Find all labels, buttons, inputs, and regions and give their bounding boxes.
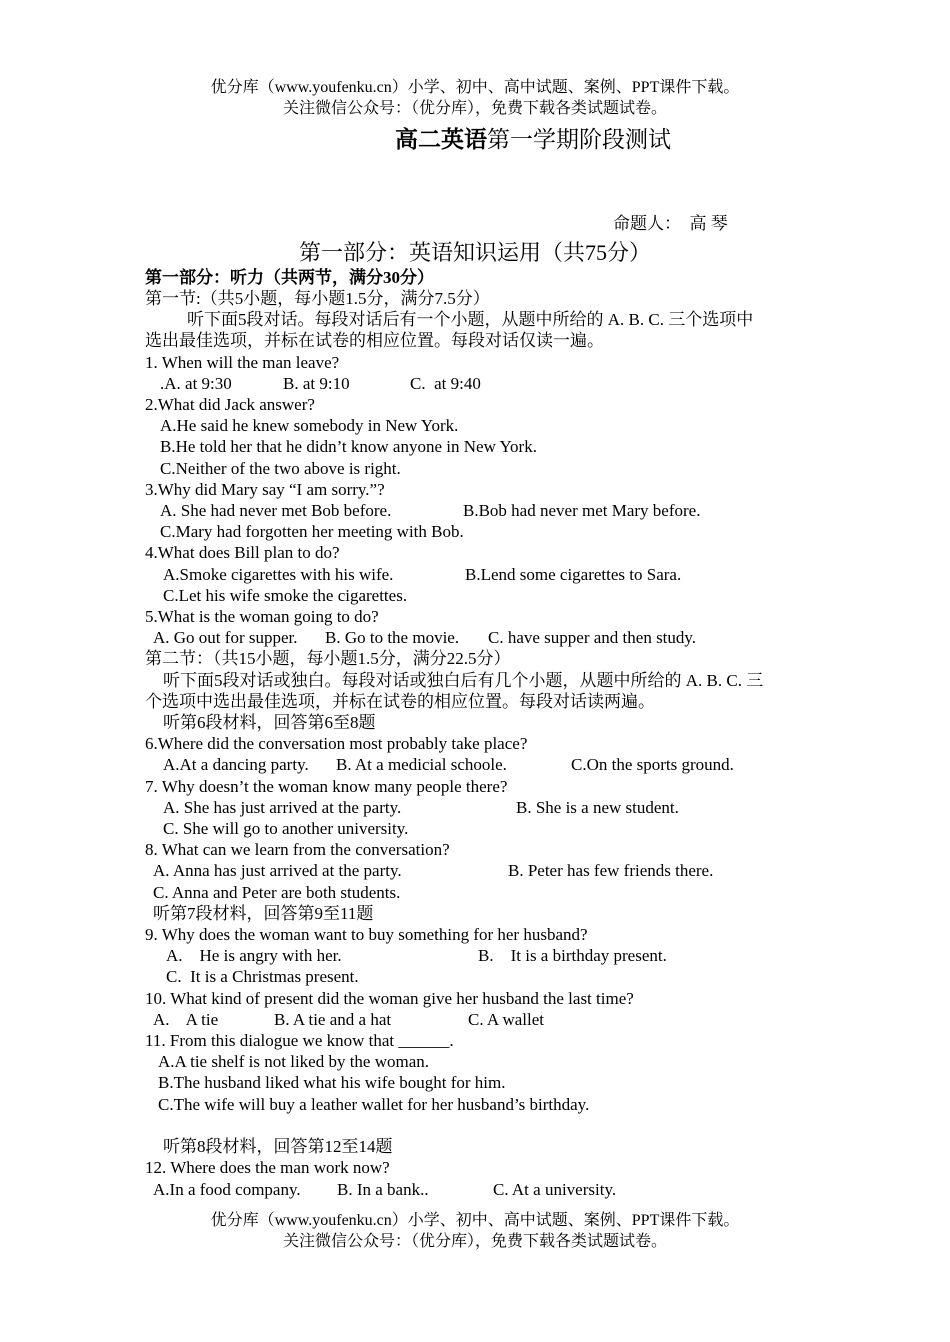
q10-option-c: C. A wallet (468, 1010, 545, 1029)
question-10: 10. What kind of present did the woman give her husband the last time? (145, 989, 634, 1008)
material-8-note: 听第8段材料，回答第12至14题 (163, 1137, 393, 1156)
question-9: 9. Why does the woman want to buy something for her husband? (145, 925, 588, 944)
q4-option-a: A.Smoke cigarettes with his wife. (163, 565, 394, 584)
section2-instruction-2: 个选项中选出最佳选项，并标在试卷的相应位置。每段对话读两遍。 (145, 692, 655, 711)
title-rest-part: 第一学期阶段测试 (487, 127, 671, 152)
page-title (58, 125, 950, 155)
question-8: 8. What can we learn from the conversation? (145, 840, 450, 859)
q12-option-b: B. In a bank.. (337, 1180, 429, 1199)
part-title: 第一部分：英语知识运用（共75分） (298, 240, 651, 265)
footer-line-1: 优分库（www.youfenku.cn）小学、初中、高中试题、案例、PPT课件下载。 (210, 1212, 740, 1229)
question-5: 5.What is the woman going to do? (145, 607, 379, 626)
q4-option-b: B.Lend some cigarettes to Sara. (465, 565, 682, 584)
q8-option-c: C. Anna and Peter are both students. (153, 883, 401, 902)
q7-option-c: C. She will go to another university. (163, 819, 409, 838)
q5-option-c: C. have supper and then study. (488, 628, 697, 647)
question-3: 3.Why did Mary say “I am sorry.”? (145, 480, 385, 499)
q2-option-c: C.Neither of the two above is right. (160, 459, 401, 478)
q3-option-a: A. She had never met Bob before. (160, 501, 392, 520)
q2-option-a: A.He said he knew somebody in New York. (160, 416, 459, 435)
q1-option-c: C. at 9:40 (410, 374, 481, 393)
q7-option-b: B. She is a new student. (516, 798, 679, 817)
q12-option-c: C. At a university. (493, 1180, 617, 1199)
footer-line-2: 关注微信公众号：（优分库），免费下载各类试题试卷。 (282, 1233, 667, 1250)
q1-option-a: .A. at 9:30 (160, 374, 232, 393)
q6-option-a: A.At a dancing party. (163, 755, 309, 774)
question-1: 1. When will the man leave? (145, 353, 340, 372)
q2-option-b: B.He told her that he didn’t know anyone in New York. (160, 437, 537, 456)
q11-option-a: A.A tie shelf is not liked by the woman. (158, 1052, 430, 1071)
q3-option-c: C.Mary had forgotten her meeting with Bob. (160, 522, 464, 541)
q9-option-b: B. It is a birthday present. (478, 946, 667, 965)
question-2: 2.What did Jack answer? (145, 395, 315, 414)
q7-option-a: A. She has just arrived at the party. (163, 798, 402, 817)
title-bold-part: 高二英语 (395, 127, 487, 152)
listening-title: 第一部分：听力（共两节，满分30分） (145, 268, 434, 287)
section1-instruction-1: 听下面5段对话。每段对话后有一个小题，从题中所给的 A. B. C. 三个选项中 (187, 310, 754, 329)
q6-option-c: C.On the sports ground. (571, 755, 734, 774)
section2-instruction-1: 听下面5段对话或独白。每段对话或独白后有几个小题，从题中所给的 A. B. C. 三 (163, 671, 764, 690)
q11-option-c: C.The wife will buy a leather wallet for her husband’s birthday. (158, 1095, 590, 1114)
header-line-1: 优分库（www.youfenku.cn）小学、初中、高中试题、案例、PPT课件下载。 (210, 79, 740, 96)
q9-option-c: C. It is a Christmas present. (166, 967, 359, 986)
section1-instruction-2: 选出最佳选项，并标在试卷的相应位置。每段对话仅读一遍。 (145, 331, 604, 350)
material-6-note: 听第6段材料，回答第6至8题 (163, 713, 376, 732)
q9-option-a: A. He is angry with her. (166, 946, 342, 965)
question-11: 11. From this dialogue we know that ______. (145, 1031, 454, 1050)
q6-option-b: B. At a medicial schoole. (336, 755, 507, 774)
q8-option-a: A. Anna has just arrived at the party. (153, 861, 402, 880)
q8-option-b: B. Peter has few friends there. (508, 861, 714, 880)
question-6: 6.Where did the conversation most probably take place? (145, 734, 528, 753)
q1-option-b: B. at 9:10 (283, 374, 350, 393)
author-line: 命题人： 高 琴 (613, 214, 728, 233)
q5-option-b: B. Go to the movie. (325, 628, 460, 647)
q11-option-b: B.The husband liked what his wife bought for him. (158, 1073, 506, 1092)
question-4: 4.What does Bill plan to do? (145, 543, 340, 562)
q10-option-a: A. A tie (153, 1010, 219, 1029)
section2-heading: 第二节：（共15小题，每小题1.5分，满分22.5分） (145, 649, 511, 668)
q12-option-a: A.In a food company. (153, 1180, 301, 1199)
header-line-2: 关注微信公众号：（优分库），免费下载各类试题试卷。 (282, 100, 667, 117)
material-7-note: 听第7段材料，回答第9至11题 (153, 904, 374, 923)
q10-option-b: B. A tie and a hat (274, 1010, 392, 1029)
question-7: 7. Why doesn’t the woman know many people there? (145, 777, 508, 796)
q4-option-c: C.Let his wife smoke the cigarettes. (163, 586, 408, 605)
question-12: 12. Where does the man work now? (145, 1158, 390, 1177)
q5-option-a: A. Go out for supper. (153, 628, 298, 647)
section1-heading: 第一节:（共5小题，每小题1.5分，满分7.5分） (145, 289, 490, 308)
q3-option-b: B.Bob had never met Mary before. (463, 501, 701, 520)
